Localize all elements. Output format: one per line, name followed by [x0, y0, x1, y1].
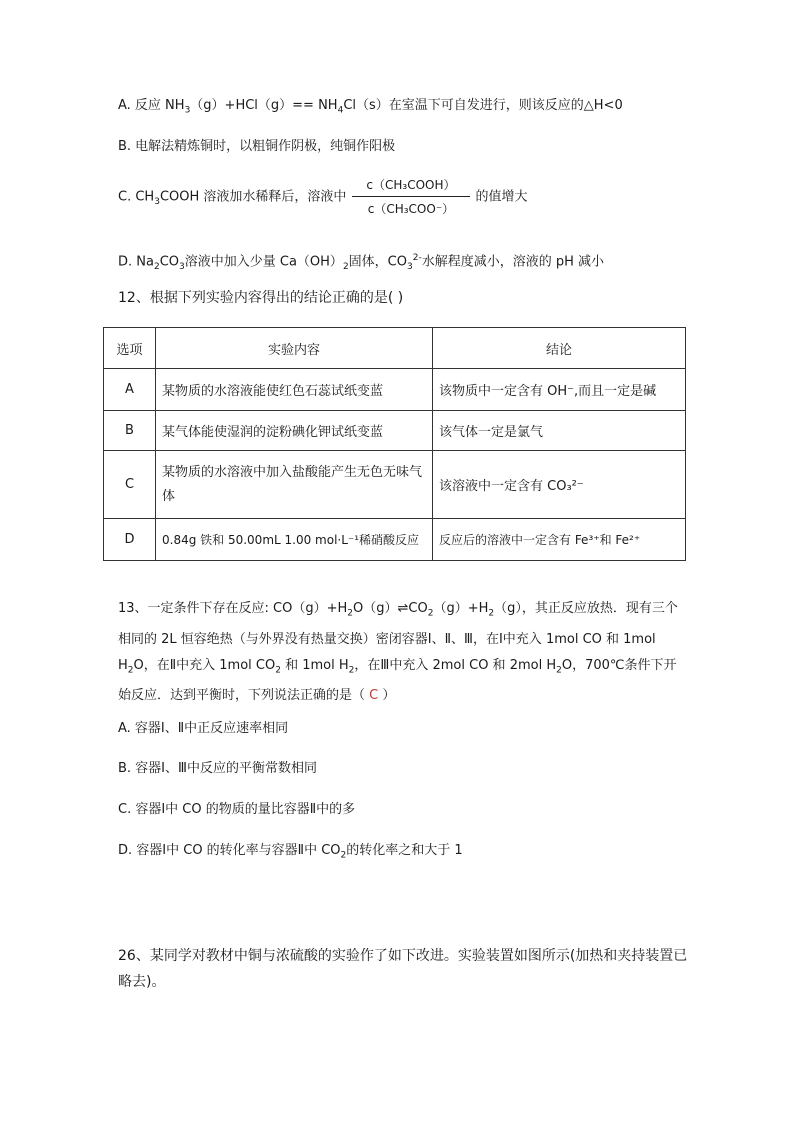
table-row: [104, 519, 686, 561]
row-conclusion: 该气体一定是氯气: [433, 411, 686, 451]
row-option: C: [104, 451, 156, 519]
q11-option-c: C. $CH_3COOH$ 溶液加水稀释后，溶液中 $\frac{\text{c（CH₃COOH）}}{\text{c（CH₃COO⁻）}}$ 的值增大: [118, 178, 528, 216]
q11-option-b: B. 电解法精炼铜时，以粗铜作阴极，纯铜作阳极: [118, 139, 396, 154]
fraction: [352, 176, 469, 218]
row-content: 0.84g 铁和 50.00mL 1.00 mol·L⁻¹稀硝酸反应: [156, 519, 433, 561]
row-content: 某物质的水溶液能使红色石蕊试纸变蓝: [156, 369, 433, 411]
q11-option-a: A. 反应 $NH_3(g)+HCl(g)== NH_4Cl(s)$在室温下可自发进行，则该反应的△H<0: [118, 98, 623, 116]
q26-question: 26、某同学对教材中铜与浓硫酸的实验作了如下改进。实验装置如图所示(加热和夹持装置已略去)。: [118, 948, 688, 990]
table-row: [104, 369, 686, 411]
row-conclusion: 该溶液中一定含有 CO₃²⁻: [433, 451, 686, 519]
row-option: A: [104, 369, 156, 411]
q11-option-d: D. $Na_2CO_3$溶液中加入少量 $Ca(OH)_2$固体，$CO_3^{2-}$水解程度减小，溶液的 pH 减小: [118, 253, 604, 272]
q12-table: [103, 327, 686, 561]
q12-question: 12、根据下列实验内容得出的结论正确的是( ): [118, 290, 404, 306]
q13-question: 13、一定条件下存在反应: $CO(g)+H_2O(g)\rightleftharpoons CO_2(g)+H_2(g)$，其正反应放热．现有三个相同的 2L 恒容绝热（与外界没有热量交换）密闭容器Ⅰ、Ⅱ、Ⅲ，在Ⅰ中充入 1mol CO 和 1mol $H_2O$，在Ⅱ中充入 1mol $CO_2$ 和 1mol $H_2$，在Ⅲ中充入 2mol CO 和 2mol $H_2O$，700℃条件下开始反应．达到平衡时，下列说法正确的是（ C ）: [118, 601, 678, 704]
row-option: D: [104, 519, 156, 561]
q13-option-b: B. 容器Ⅰ、Ⅲ中反应的平衡常数相同: [118, 761, 317, 776]
row-conclusion: 该物质中一定含有 OH⁻,而且一定是碱: [433, 369, 686, 411]
header-content: 实验内容: [156, 328, 433, 369]
table-row: [104, 451, 686, 519]
header-option: 选项: [104, 328, 156, 369]
q13-option-a: A. 容器Ⅰ、Ⅱ中正反应速率相同: [118, 721, 289, 736]
table-row: [104, 411, 686, 451]
table-header-row: [104, 328, 686, 369]
q13-option-c: C. 容器Ⅰ中 CO 的物质的量比容器Ⅱ中的多: [118, 802, 356, 817]
row-conclusion: 反应后的溶液中一定含有 Fe³⁺和 Fe²⁺: [433, 519, 686, 561]
fraction-numerator: c（CH₃COOH）: [352, 176, 469, 197]
row-option: B: [104, 411, 156, 451]
row-content: 某气体能使湿润的淀粉碘化钾试纸变蓝: [156, 411, 433, 451]
q13-answer: C: [365, 688, 383, 704]
q13-option-d: D. 容器Ⅰ中 CO 的转化率与容器Ⅱ中 $CO_2$的转化率之和大于 1: [118, 843, 463, 861]
row-content: 某物质的水溶液中加入盐酸能产生无色无味气体: [156, 451, 433, 519]
header-conclusion: 结论: [433, 328, 686, 369]
fraction-denominator: c（CH₃COO⁻）: [367, 202, 455, 216]
